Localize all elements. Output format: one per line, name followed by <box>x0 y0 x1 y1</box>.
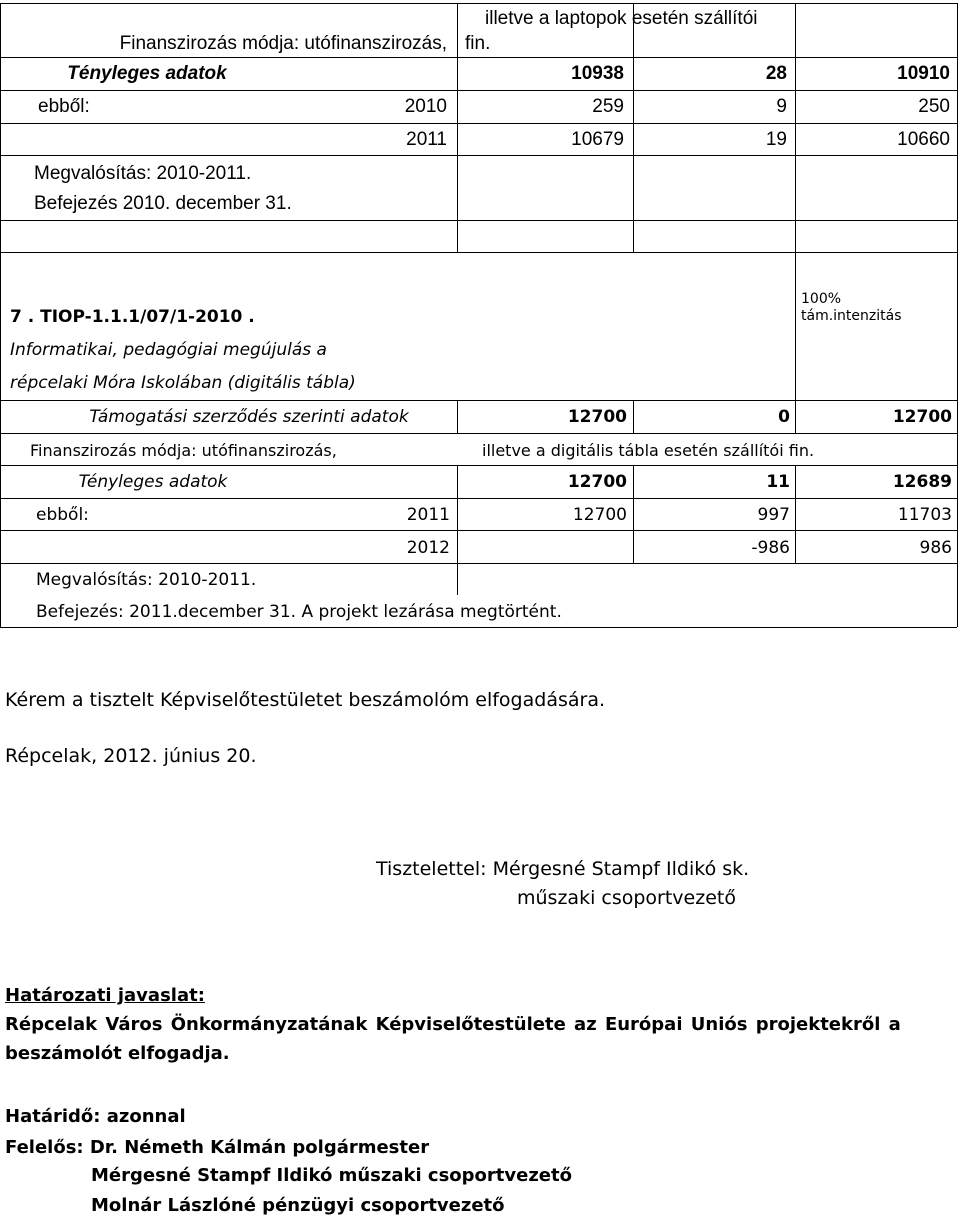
p1-fin-mode-right-1: illetve a laptopok esetén szállítói <box>485 8 758 29</box>
table-rule <box>0 627 957 628</box>
p1-cell: 250 <box>918 96 950 117</box>
request-text: Kérem a tisztelt Képviselőtestületet beszámolóm elfogadására. <box>5 689 606 711</box>
deadline: Határidő: azonnal <box>5 1106 186 1127</box>
p1-fin-mode-right-2: fin. <box>465 33 491 54</box>
table-rule <box>0 530 957 531</box>
p2-actual-label: Tényleges adatok <box>78 472 228 492</box>
p1-cell: 259 <box>592 96 624 117</box>
p1-year: 2011 <box>406 129 447 150</box>
p2-completion: Befejezés: 2011.december 31. A projekt lezárása megtörtént. <box>36 602 562 622</box>
table-rule <box>457 220 458 252</box>
p2-cell: 997 <box>757 505 790 525</box>
responsible: Felelős: Dr. Németh Kálmán polgármester <box>5 1137 430 1158</box>
p2-fin-mode-left: Finanszirozás módja: utófinanszirozás, <box>30 441 337 460</box>
table-rule <box>457 3 458 57</box>
signature: Tisztelettel: Mérgesné Stampf Ildikó sk. <box>376 858 750 880</box>
p2-actual-support: 12689 <box>892 472 952 492</box>
resolution-text-2: beszámolót elfogadja. <box>5 1043 230 1064</box>
p1-cell: 19 <box>765 129 787 150</box>
p2-actual-own: 11 <box>766 472 790 492</box>
p1-cell: 10660 <box>897 129 950 150</box>
p2-desc-2: répcelaki Móra Iskolában (digitális tábla) <box>10 373 356 393</box>
resolution-text-1: Répcelak Város Önkormányzatának Képviselőtestülete az Európai Uniós projektekről a <box>5 1014 901 1035</box>
p2-intensity-2: tám.intenzitás <box>801 308 902 324</box>
table-rule <box>0 3 957 4</box>
p2-cell: 986 <box>919 538 952 558</box>
p2-realization: Megvalósítás: 2010-2011. <box>36 570 257 590</box>
p2-actual-total: 12700 <box>567 472 627 492</box>
p2-cell: 11703 <box>897 505 952 525</box>
table-rule <box>957 3 958 627</box>
p1-completion: Befejezés 2010. december 31. <box>34 193 292 214</box>
p1-cell: 9 <box>776 96 787 117</box>
p1-cell: 10679 <box>571 129 624 150</box>
table-rule <box>0 563 957 564</box>
p1-actual-support: 10910 <box>897 63 950 84</box>
table-rule <box>0 90 957 91</box>
p2-cell: -986 <box>751 538 790 558</box>
p1-fin-mode-left: Finanszirozás módja: utófinanszirozás, <box>119 33 447 54</box>
table-rule <box>0 400 957 401</box>
place-date: Répcelak, 2012. június 20. <box>5 745 257 767</box>
table-rule <box>0 252 957 253</box>
table-rule <box>0 123 957 124</box>
p2-contract-support: 12700 <box>892 407 952 427</box>
table-rule <box>0 220 957 221</box>
p2-desc-1: Informatikai, pedagógiai megújulás a <box>10 340 327 360</box>
responsible-2: Mérgesné Stampf Ildikó műszaki csoportvezető <box>91 1165 572 1186</box>
p2-intensity-1: 100% <box>801 291 842 307</box>
p2-of-which-label: ebből: <box>36 505 89 525</box>
p1-actual-own: 28 <box>765 63 787 84</box>
p2-cell: 12700 <box>572 505 627 525</box>
p2-year: 2012 <box>406 538 450 558</box>
p2-title: 7 . TIOP-1.1.1/07/1-2010 . <box>10 307 255 327</box>
responsible-3: Molnár Lászlóné pénzügyi csoportvezető <box>91 1195 505 1216</box>
table-rule <box>0 465 957 466</box>
p1-year: 2010 <box>404 96 447 117</box>
signature-role: műszaki csoportvezető <box>517 887 736 909</box>
p1-actual-total: 10938 <box>571 63 624 84</box>
table-rule <box>0 155 957 156</box>
p2-contract-total: 12700 <box>567 407 627 427</box>
p2-contract-own: 0 <box>778 407 790 427</box>
p2-year: 2011 <box>406 505 450 525</box>
table-rule <box>0 433 957 434</box>
table-rule <box>633 3 634 252</box>
p2-contract-label: Támogatási szerződés szerinti adatok <box>89 407 409 427</box>
p1-of-which-label: ebből: <box>38 96 90 117</box>
p1-actual-label: Tényleges adatok <box>67 63 227 84</box>
resolution-heading: Határozati javaslat: <box>5 985 205 1006</box>
table-rule <box>0 57 957 58</box>
table-rule <box>0 498 957 499</box>
p2-fin-mode-right: illetve a digitális tábla esetén szállítói fin. <box>482 441 815 460</box>
p1-realization: Megvalósítás: 2010-2011. <box>34 163 252 184</box>
